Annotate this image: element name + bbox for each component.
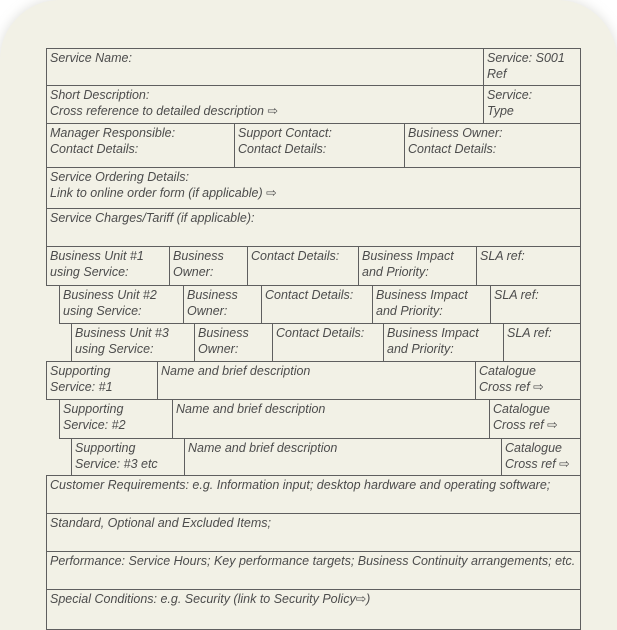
detailed-description-link[interactable]: Cross reference to detailed description ⇨ — [50, 104, 278, 118]
business-unit-2-impact-line2: and Priority: — [376, 304, 443, 318]
business-unit-2-cell — [59, 285, 184, 324]
supporting-service-2-line2: Service: #2 — [63, 418, 126, 432]
support-contact: Contact Details: — [238, 142, 327, 156]
support-cell — [234, 123, 405, 168]
business-unit-2-owner — [183, 285, 262, 324]
business-unit-1-line2: using Service: — [50, 265, 129, 279]
supporting-service-1-catalogue — [475, 361, 581, 400]
business-unit-3-cell — [71, 323, 195, 362]
business-unit-3-sla — [503, 323, 581, 362]
business-unit-2-line2: using Service: — [63, 304, 142, 318]
supporting-service-3-name — [184, 438, 502, 476]
business-unit-2-owner-line1: Business — [187, 288, 238, 302]
business-owner-label: Business Owner: — [408, 126, 503, 140]
supporting-service-1-cell — [46, 361, 158, 400]
performance-cell — [46, 551, 581, 590]
business-unit-1-impact-line1: Business Impact — [362, 249, 454, 263]
supporting-service-1-name-label: Name and brief description — [161, 364, 311, 378]
service-type-line1: Service: — [487, 88, 533, 102]
service-name-cell — [46, 48, 484, 86]
business-unit-3-contact — [272, 323, 384, 362]
business-unit-1-impact — [358, 246, 477, 286]
supporting-service-2-catalogue — [489, 399, 581, 439]
business-unit-2-contact — [261, 285, 373, 324]
supporting-service-2-catalogue-line1: Catalogue — [493, 402, 550, 416]
supporting-service-2-name — [172, 399, 490, 439]
supporting-service-3-line2: Service: #3 etc — [75, 457, 158, 471]
business-unit-2-sla — [490, 285, 581, 324]
supporting-service-3-line1: Supporting — [75, 441, 136, 455]
business-unit-1-contact-label: Contact Details: — [251, 249, 340, 263]
business-unit-2-sla-label: SLA ref: — [494, 288, 539, 302]
performance-text: Performance: Service Hours; Key performance targets; Business Continuity arrangements; etc. — [50, 554, 576, 568]
business-unit-3-sla-label: SLA ref: — [507, 326, 552, 340]
business-unit-1-owner — [169, 246, 248, 286]
supporting-service-3-cell — [71, 438, 185, 476]
supporting-service-3-crossref-link[interactable]: Cross ref ⇨ — [505, 457, 570, 471]
supporting-service-3-catalogue — [501, 438, 581, 476]
supporting-service-2-cell — [59, 399, 173, 439]
support-label: Support Contact: — [238, 126, 332, 140]
business-unit-3-line1: Business Unit #3 — [75, 326, 169, 340]
short-description-label: Short Description: — [50, 88, 150, 102]
business-unit-1-owner-line2: Owner: — [173, 265, 214, 279]
manager-cell — [46, 123, 235, 168]
supporting-service-1-catalogue-line1: Catalogue — [479, 364, 536, 378]
special-conditions-text: Special Conditions: e.g. Security (link to Security Policy⇨) — [50, 592, 371, 606]
business-unit-3-line2: using Service: — [75, 342, 154, 356]
business-unit-1-line1: Business Unit #1 — [50, 249, 144, 263]
supporting-service-1-crossref-link[interactable]: Cross ref ⇨ — [479, 380, 544, 394]
manager-label: Manager Responsible: — [50, 126, 176, 140]
business-unit-1-sla-label: SLA ref: — [480, 249, 525, 263]
supporting-service-2-crossref-link[interactable]: Cross ref ⇨ — [493, 418, 558, 432]
standard-items-cell — [46, 513, 581, 552]
supporting-service-2-line1: Supporting — [63, 402, 124, 416]
business-unit-3-impact-line1: Business Impact — [387, 326, 479, 340]
service-type-cell — [483, 85, 581, 124]
order-form-link[interactable]: Link to online order form (if applicable) ⇨ — [50, 186, 277, 200]
supporting-service-1-line2: Service: #1 — [50, 380, 113, 394]
business-unit-1-cell — [46, 246, 170, 286]
special-conditions-cell — [46, 589, 581, 630]
customer-requirements-text: Customer Requirements: e.g. Information input; desktop hardware and operating software; — [50, 478, 551, 492]
business-unit-2-contact-label: Contact Details: — [265, 288, 354, 302]
charges-cell — [46, 208, 581, 247]
supporting-service-1-line1: Supporting — [50, 364, 111, 378]
short-description-cell — [46, 85, 484, 124]
service-ref-cell — [483, 48, 581, 86]
business-unit-3-contact-label: Contact Details: — [276, 326, 365, 340]
supporting-service-3-name-label: Name and brief description — [188, 441, 338, 455]
business-unit-3-impact-line2: and Priority: — [387, 342, 454, 356]
business-unit-3-owner — [194, 323, 273, 362]
business-unit-3-owner-line1: Business — [198, 326, 249, 340]
standard-items-label: Standard, Optional and Excluded Items; — [50, 516, 271, 530]
business-unit-2-impact-line1: Business Impact — [376, 288, 468, 302]
business-unit-1-sla — [476, 246, 581, 286]
business-unit-3-impact — [383, 323, 504, 362]
ordering-cell — [46, 167, 581, 209]
business-unit-2-impact — [372, 285, 491, 324]
business-unit-1-owner-line1: Business — [173, 249, 224, 263]
business-unit-1-contact — [247, 246, 359, 286]
business-unit-2-owner-line2: Owner: — [187, 304, 228, 318]
business-owner-contact: Contact Details: — [408, 142, 497, 156]
supporting-service-2-name-label: Name and brief description — [176, 402, 326, 416]
service-ref-line2: Ref — [487, 67, 507, 81]
service-type-line2: Type — [487, 104, 514, 118]
business-unit-2-line1: Business Unit #2 — [63, 288, 157, 302]
ordering-label: Service Ordering Details: — [50, 170, 189, 184]
business-unit-3-owner-line2: Owner: — [198, 342, 239, 356]
charges-label: Service Charges/Tariff (if applicable): — [50, 211, 255, 225]
supporting-service-3-catalogue-line1: Catalogue — [505, 441, 562, 455]
service-name-label: Service Name: — [50, 51, 132, 65]
supporting-service-1-name — [157, 361, 476, 400]
manager-contact: Contact Details: — [50, 142, 139, 156]
customer-requirements-cell — [46, 475, 581, 514]
service-ref-line1: Service: S001 — [487, 51, 565, 65]
business-owner-cell — [404, 123, 581, 168]
business-unit-1-impact-line2: and Priority: — [362, 265, 429, 279]
